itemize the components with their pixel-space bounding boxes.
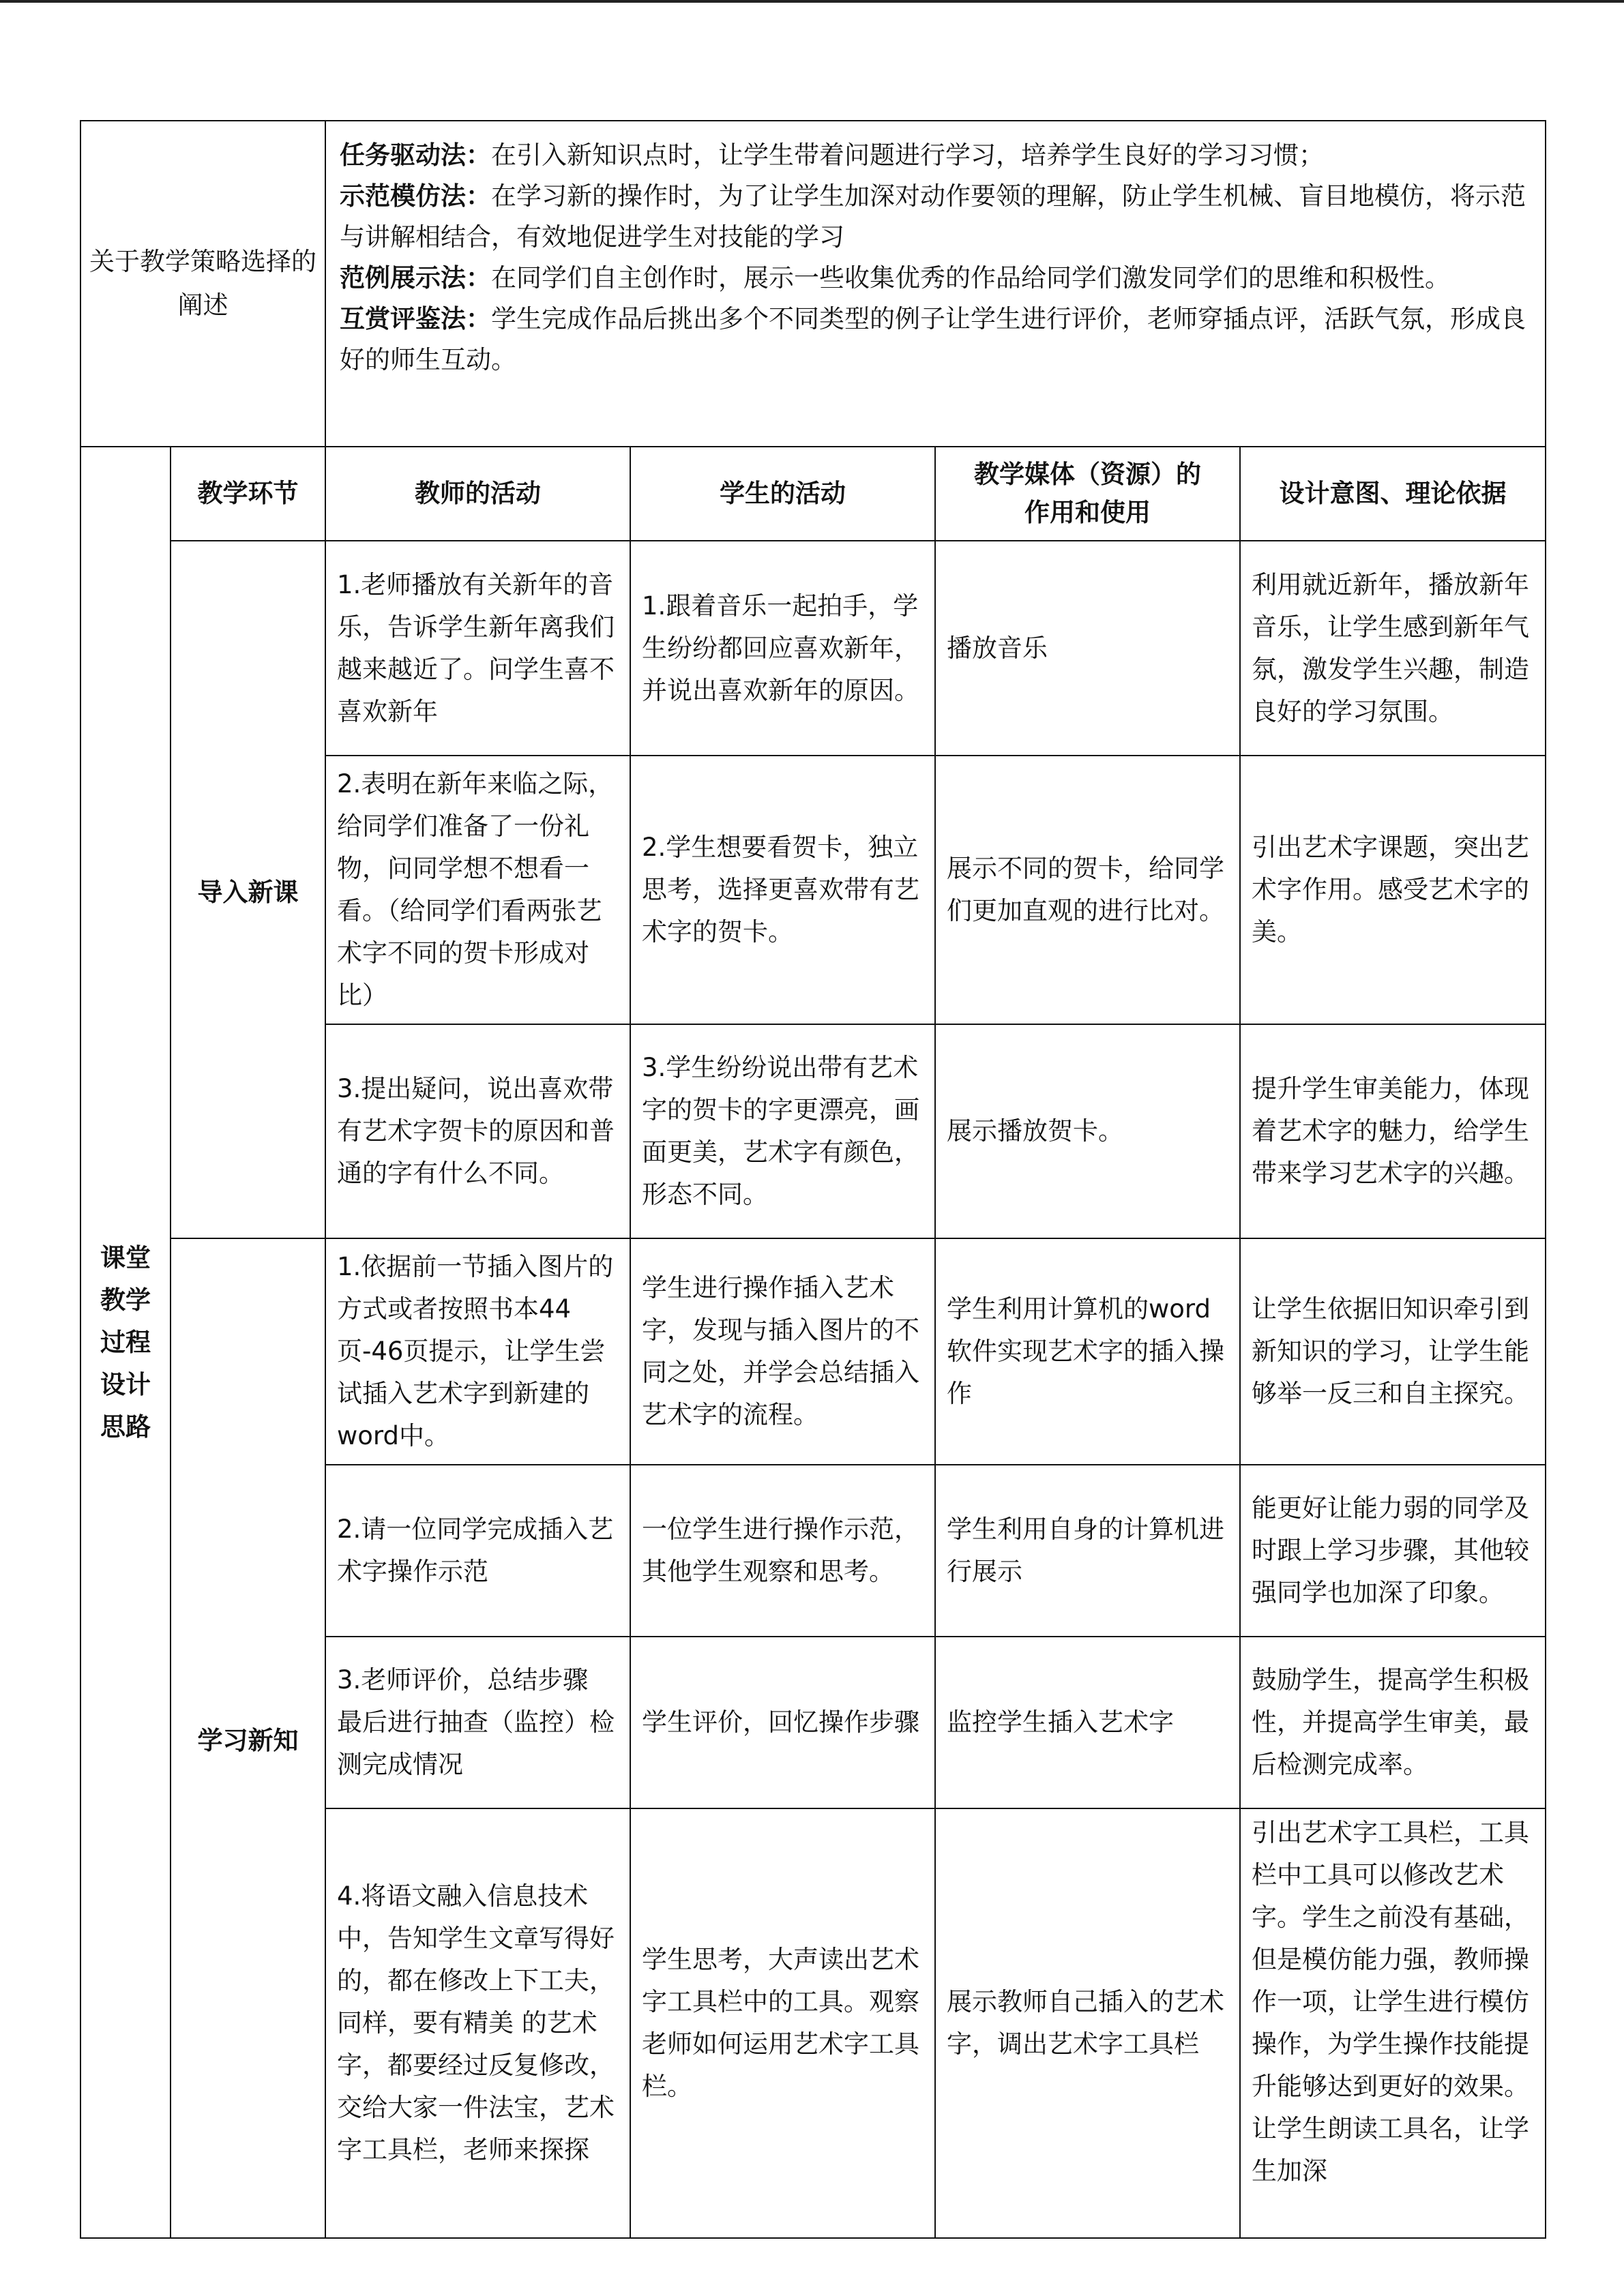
lesson-plan-page: [80, 120, 1545, 2239]
teacher-activity: 3.提出疑问，说出喜欢带有艺术字贺卡的原因和普通的字有什么不同。: [325, 1024, 630, 1238]
media-usage: 播放音乐: [935, 541, 1240, 756]
design-intent: 让学生依据旧知识牵引到新知识的学习，让学生能够举一反三和自主探究。: [1240, 1238, 1546, 1465]
stage-name: 导入新课: [171, 541, 325, 1238]
student-activity: 学生思考，大声读出艺术字工具栏中的工具。观察老师如何运用艺术字工具栏。: [630, 1808, 935, 2238]
header-intent: 设计意图、理论依据: [1240, 447, 1546, 541]
header-teacher: 教师的活动: [325, 447, 630, 541]
teacher-activity: 3.老师评价，总结步骤 最后进行抽查（监控）检测完成情况: [325, 1637, 630, 1808]
strategy-text: 学生完成作品后挑出多个不同类型的例子让学生进行评价，老师穿插点评，活跃气氛，形成良好的师生互动。: [340, 304, 1526, 374]
strategy-item: [340, 176, 1531, 258]
design-intent: 引出艺术字工具栏，工具栏中工具可以修改艺术字。学生之前没有基础，但是模仿能力强，教师操作一项，让学生进行模仿操作，为学生操作技能提升能够达到更好的效果。让学生朗读工具名，让学生加深: [1240, 1808, 1546, 2238]
strategy-body: [325, 121, 1546, 447]
stage-name: 学习新知: [171, 1238, 325, 2238]
strategy-term: 范例展示法：: [340, 263, 491, 293]
strategy-text: 在同学们自主创作时，展示一些收集优秀的作品给同学们激发同学们的思维和积极性。: [491, 263, 1450, 293]
header-student: 学生的活动: [630, 447, 935, 541]
strategy-item: [340, 258, 1531, 299]
strategy-row: [80, 121, 1546, 447]
strategy-item: [340, 135, 1531, 176]
media-usage: 展示教师自己插入的艺术字，调出艺术字工具栏: [935, 1808, 1240, 2238]
student-activity: 1.跟着音乐一起拍手，学生纷纷都回应喜欢新年，并说出喜欢新年的原因。: [630, 541, 935, 756]
student-activity: 学生进行操作插入艺术字，发现与插入图片的不同之处，并学会总结插入艺术字的流程。: [630, 1238, 935, 1465]
design-intent: 能更好让能力弱的同学及时跟上学习步骤，其他较强同学也加深了印象。: [1240, 1465, 1546, 1637]
teacher-activity: 2.表明在新年来临之际，给同学们准备了一份礼物，问同学想不想看一看。（给同学们看两张艺术字不同的贺卡形成对比）: [325, 756, 630, 1024]
strategy-item: [340, 299, 1531, 381]
teacher-activity: 1.依据前一节插入图片的方式或者按照书本44页-46页提示，让学生尝试插入艺术字到新建的word中。: [325, 1238, 630, 1465]
teacher-activity: 2.请一位同学完成插入艺术字操作示范: [325, 1465, 630, 1637]
media-usage: 展示播放贺卡。: [935, 1024, 1240, 1238]
strategy-term: 示范模仿法：: [340, 181, 491, 211]
student-activity: 2.学生想要看贺卡，独立思考，选择更喜欢带有艺术字的贺卡。: [630, 756, 935, 1024]
table-row: [80, 541, 1546, 756]
top-border-line: [0, 0, 1624, 3]
media-usage: 展示不同的贺卡，给同学们更加直观的进行比对。: [935, 756, 1240, 1024]
media-usage: 学生利用计算机的word软件实现艺术字的插入操作: [935, 1238, 1240, 1465]
student-activity: 学生评价，回忆操作步骤: [630, 1637, 935, 1808]
teacher-activity: 4.将语文融入信息技术中，告知学生文章写得好的，都在修改上下工夫，同样，要有精美 的艺术字，都要经过反复修改，交给大家一件法宝，艺术字工具栏，老师来探探: [325, 1808, 630, 2238]
process-section-label: 课堂 教学 过程 设计 思路: [80, 447, 171, 2238]
strategy-text: 在引入新知识点时，让学生带着问题进行学习，培养学生良好的学习习惯；: [491, 140, 1324, 170]
strategy-term: 任务驱动法：: [340, 140, 491, 170]
design-intent: 引出艺术字课题，突出艺术字作用。感受艺术字的美。: [1240, 756, 1546, 1024]
design-intent: 鼓励学生，提高学生积极性，并提高学生审美，最后检测完成率。: [1240, 1637, 1546, 1808]
strategy-term: 互赏评鉴法：: [340, 304, 491, 333]
student-activity: 一位学生进行操作示范，其他学生观察和思考。: [630, 1465, 935, 1637]
student-activity: 3.学生纷纷说出带有艺术字的贺卡的字更漂亮，画面更美，艺术字有颜色，形态不同。: [630, 1024, 935, 1238]
lesson-plan-table: [80, 120, 1546, 2239]
media-usage: 监控学生插入艺术字: [935, 1637, 1240, 1808]
table-row: [80, 1238, 1546, 1465]
strategy-label: 关于教学策略选择的阐述: [80, 121, 325, 447]
design-intent: 提升学生审美能力，体现着艺术字的魅力，给学生带来学习艺术字的兴趣。: [1240, 1024, 1546, 1238]
design-intent: 利用就近新年，播放新年音乐，让学生感到新年气氛，激发学生兴趣，制造良好的学习氛围。: [1240, 541, 1546, 756]
process-header-row: [80, 447, 1546, 541]
header-media: 教学媒体（资源）的 作用和使用: [935, 447, 1240, 541]
strategy-text: 在学习新的操作时，为了让学生加深对动作要领的理解，防止学生机械、盲目地模仿，将示范与讲解相结合，有效地促进学生对技能的学习: [340, 181, 1526, 252]
media-usage: 学生利用自身的计算机进行展示: [935, 1465, 1240, 1637]
header-stage: 教学环节: [171, 447, 325, 541]
teacher-activity: 1.老师播放有关新年的音乐，告诉学生新年离我们越来越近了。问学生喜不喜欢新年: [325, 541, 630, 756]
